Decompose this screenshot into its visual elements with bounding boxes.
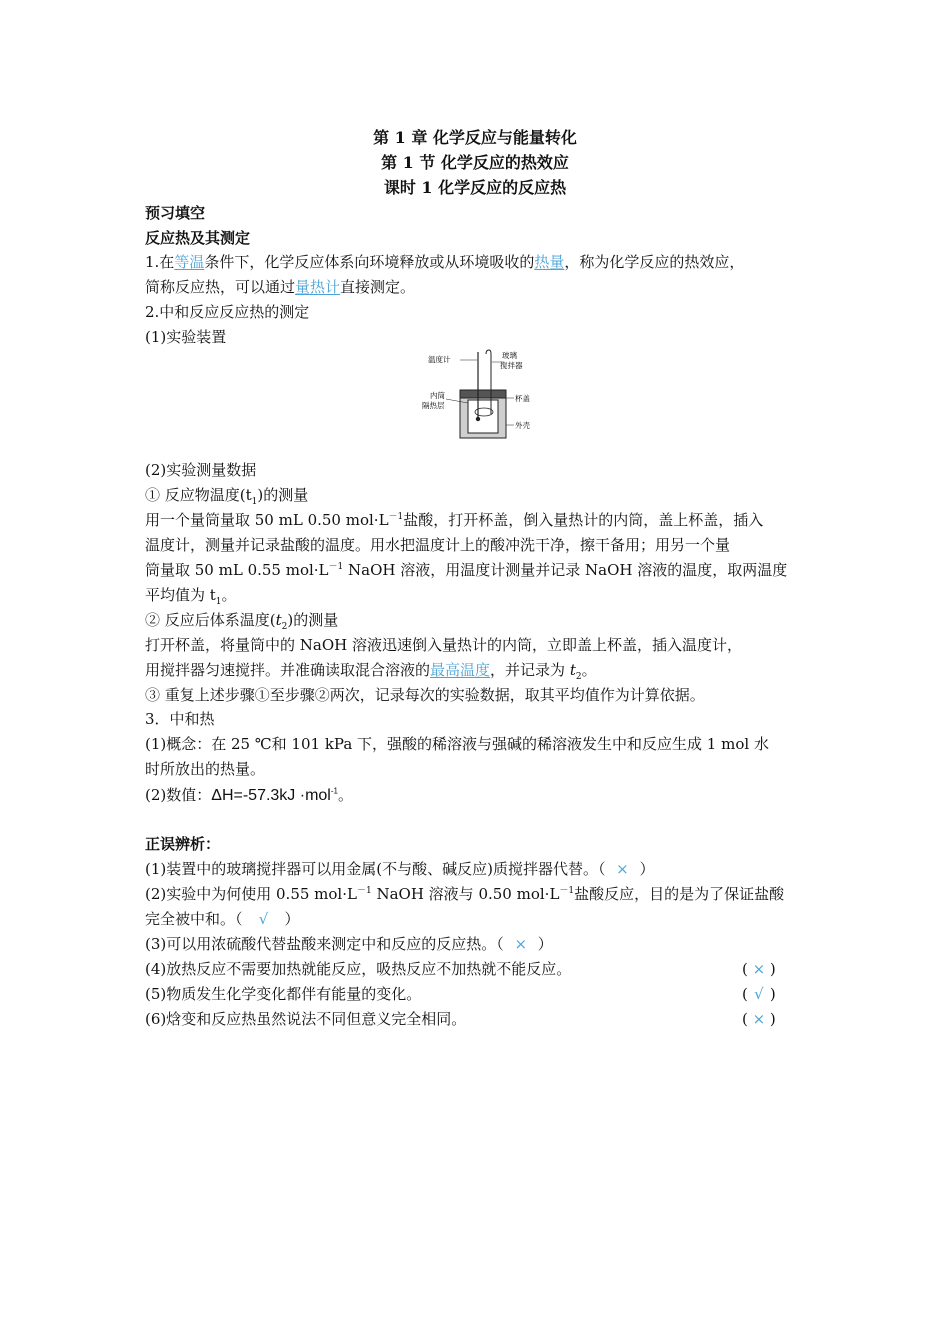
measurement-heading: (2)实验测量数据: [145, 461, 257, 479]
answer-blank: 等温: [174, 253, 205, 271]
judge-heading: 正误辨析：: [145, 835, 221, 853]
step-3: ③ 重复上述步骤①至步骤②两次，记录每次的实验数据，取其平均值作为计算依据。: [145, 686, 705, 704]
judge-item-3: (3)可以用浓硫酸代替盐酸来测定中和反应的反应热。（ × ）: [145, 932, 553, 957]
concept-line-1: (1)概念：在 25 ℃和 101 kPa 下，强酸的稀溶液与强碱的稀溶液发生中和反应生成 1 mol 水: [145, 735, 769, 753]
apparatus-label: (1)实验装置: [145, 328, 227, 346]
label-insulation: 隔热层: [422, 401, 445, 410]
judge-item-4: (4)放热反应不需要加热就能反应，吸热反应不加热就不能反应。: [145, 960, 572, 978]
enthalpy-formula: ΔH=-57.3kJ ·mol$^{-1}$: [211, 786, 338, 804]
paragraph-1-line-2: 简称反应热，可以通过量热计直接测定。: [145, 278, 416, 296]
judge-item-4-answer: ( × ): [742, 957, 776, 982]
label-lid: 杯盖: [515, 394, 530, 403]
step-2-line-2: 用搅拌器匀速搅拌。并准确读取混合溶液的最高温度，并记录为 $t_2$。: [145, 661, 597, 682]
step-2-line-1: 打开杯盖，将量筒中的 NaOH 溶液迅速倒入量热计的内筒，立即盖上杯盖，插入温度计，: [145, 636, 742, 654]
label-thermometer: 温度计: [428, 355, 451, 364]
judge-item-2-line-1: (2)实验中为何使用 0.55 $mol\cdot L^{-1}$ NaOH 溶液与 0.50 $mol\cdot L^{-1}$盐酸反应，目的是为了保证盐酸: [145, 885, 785, 903]
concept-line-2: 时所放出的热量。: [145, 760, 266, 778]
paragraph-1-line-1: 1.在等温条件下，化学反应体系向环境释放或从环境吸收的热量，称为化学反应的热效应，: [145, 253, 745, 271]
value-line: (2)数值：ΔH=-57.3kJ ·mol$^{-1}$。: [145, 786, 353, 804]
cross-mark: ×: [752, 1010, 766, 1028]
step-1-line-2: 温度计，测量并记录盐酸的温度。用水把温度计上的酸冲洗干净，擦干备用；用另一个量: [145, 536, 731, 554]
check-mark: √: [258, 910, 269, 928]
label-glass: 玻璃: [502, 351, 517, 360]
label-stirrer: 搅拌器: [500, 361, 523, 370]
preview-subheading: 反应热及其测定: [145, 229, 251, 247]
paragraph-2: 2.中和反应反应热的测定: [145, 303, 310, 321]
cross-mark: ×: [752, 960, 766, 978]
section-title: 第 1 节 化学反应的热效应: [381, 153, 569, 172]
cross-mark: ×: [616, 860, 629, 878]
cup-lid: [460, 390, 506, 398]
label-shell: 外壳: [515, 421, 530, 430]
judge-item-6-answer: ( × ): [742, 1007, 776, 1032]
judge-item-5-answer: ( √ ): [742, 982, 776, 1007]
judge-item-6: (6)焓变和反应热虽然说法不同但意义完全相同。: [145, 1010, 467, 1028]
judge-item-5: (5)物质发生化学变化都伴有能量的变化。: [145, 985, 422, 1003]
step-1-title: ① 反应物温度$(t_1)$的测量: [145, 486, 309, 507]
lesson-title: 课时 1 化学反应的反应热: [383, 178, 567, 197]
answer-blank: 热量: [534, 253, 565, 271]
answer-blank: 量热计: [295, 278, 341, 296]
paragraph-3: 3．中和热: [145, 710, 215, 728]
inner-cup: [468, 400, 498, 433]
step-1-line-3: 筒量取 50 mL 0.55 $mol\cdot L^{-1}$ NaOH 溶液，用温度计测量并记录 NaOH 溶液的温度，取两温度: [145, 561, 788, 579]
thermometer-bulb: [476, 417, 480, 421]
judge-item-2-line-2: 完全被中和。（ √ ）: [145, 907, 300, 932]
check-mark: √: [754, 985, 764, 1003]
preview-heading: 预习填空: [145, 204, 206, 222]
step-2-title: ② 反应后体系温度$(t_2)$的测量: [145, 611, 339, 632]
label-inner-cup: 内筒: [430, 391, 445, 400]
step-1-line-1: 用一个量筒量取 50 mL 0.50 $mol\cdot L^{-1}$盐酸，打开杯盖，倒入量热计的内筒，盖上杯盖，插入: [145, 511, 764, 529]
calorimeter-diagram: [420, 348, 530, 444]
step-1-line-4: 平均值为 $t_1$。: [145, 586, 237, 607]
cross-mark: ×: [514, 935, 528, 953]
chapter-title: 第 1 章 化学反应与能量转化: [373, 128, 577, 147]
judge-item-1: (1)装置中的玻璃搅拌器可以用金属(不与酸、碱反应)质搅拌器代替。（ × ）: [145, 857, 654, 882]
answer-blank: 最高温度: [430, 661, 491, 679]
